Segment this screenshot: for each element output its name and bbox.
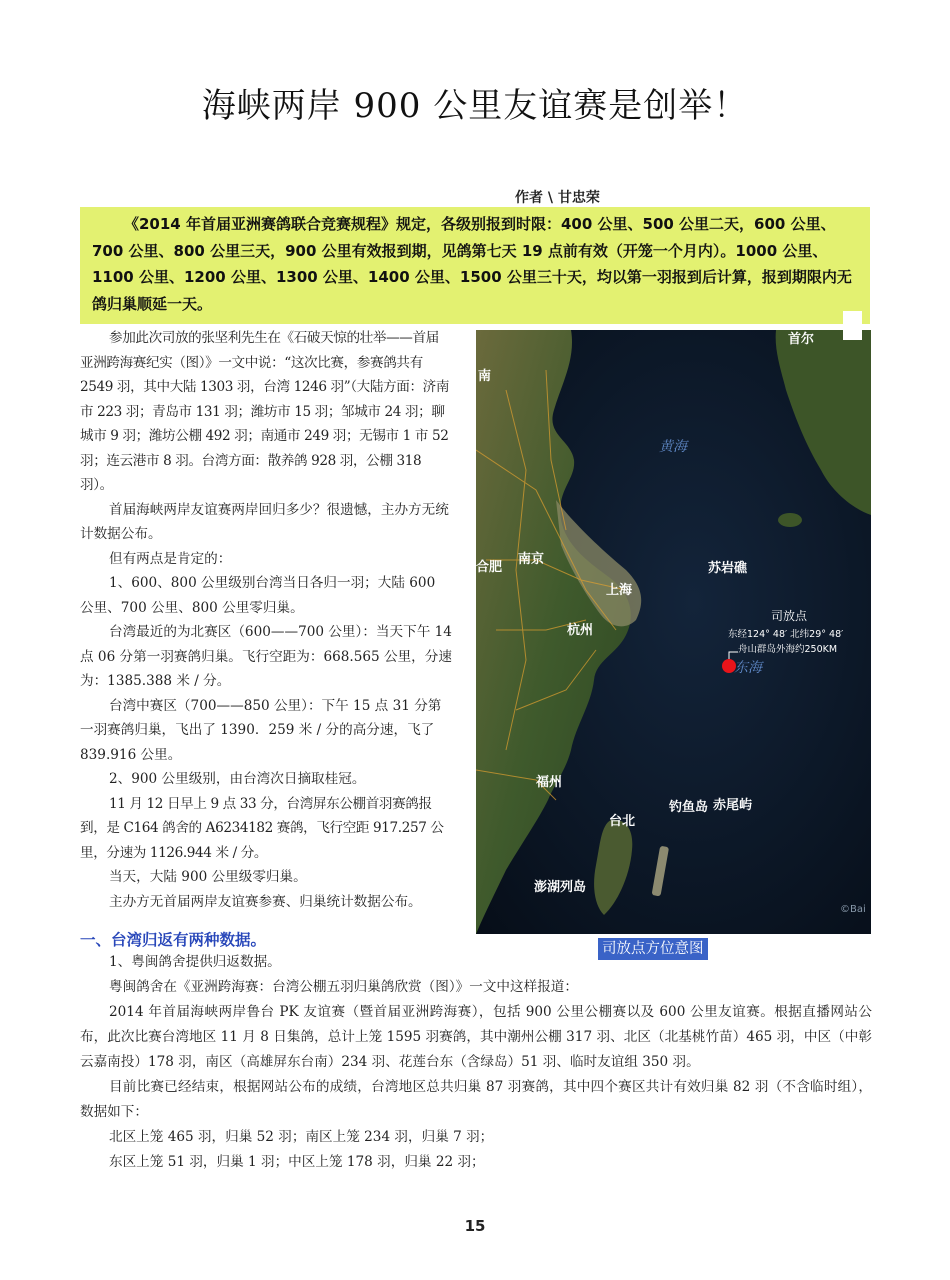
left-paragraph: 主办方无首届两岸友谊赛参赛、归巢统计数据公布。 [109, 893, 422, 910]
left-column [80, 326, 452, 914]
map-label-coords: 东经124° 48′ 北纬29° 48′ [728, 629, 844, 640]
map-label-hangzhou: 杭州 [567, 623, 594, 638]
map-graphic [476, 330, 871, 934]
satellite-map [476, 330, 871, 934]
left-paragraph: 首届海峡两岸友谊赛两岸回归多少？很遗憾，主办方无统计数据公布。 [80, 501, 449, 542]
left-paragraph: 但有两点是肯定的： [109, 550, 232, 567]
left-paragraph: 当天，大陆 900 公里级零归巢。 [109, 869, 307, 885]
body-paragraph: 东区上笼 51 羽，归巢 1 羽；中区上笼 178 羽，归巢 22 羽； [109, 1154, 485, 1170]
author-line: 作者 \ 甘忠荣 [515, 190, 600, 206]
map-label-yellow-sea: 黄海 [659, 439, 687, 455]
body-paragraph: 北区上笼 465 羽，归巢 52 羽；南区上笼 234 羽，归巢 7 羽； [109, 1129, 494, 1145]
page-number: 15 [464, 1217, 486, 1235]
left-paragraph: 11 月 12 日早上 9 点 33 分，台湾屏东公棚首羽赛鸽报到，是 C164 鸽舍的 A6234182 赛鸽，飞行空距 917.257 公里，分速为 1126.944 米 / 分。 [80, 795, 444, 861]
map-label-diaoyu: 钓鱼岛 [669, 800, 709, 815]
body-paragraph: 目前比赛已经结束，根据网站公布的成绩，台湾地区总共归巢 87 羽赛鸽，其中四个赛区共计有效归巢 82 羽（不含临时组），数据如下： [80, 1079, 872, 1120]
map-label-nanjing: 南京 [518, 552, 545, 567]
left-paragraph: 台湾最近的为北赛区（600——700 公里）：当天下午 14 点 06 分第一羽赛鸽归巢。飞行空距为：668.565 公里，分速为：1385.388 米 / 分。 [80, 624, 452, 689]
map-label-nan: 南 [478, 369, 492, 384]
map-label-seoul: 首尔 [788, 332, 815, 347]
left-paragraph: 2、900 公里级别，由台湾次日摘取桂冠。 [109, 771, 366, 787]
left-paragraph: 台湾中赛区（700——850 公里）：下午 15 点 31 分第一羽赛鸽归巢，飞出了 1390．259 米 / 分的高分速，飞了 839.916 公里。 [80, 697, 442, 763]
map-label-shanghai: 上海 [606, 583, 633, 598]
rules-text: 《2014 年首届亚洲赛鸽联合竞赛规程》规定，各级别报到时限：400 公里、500 公里二天，600 公里、700 公里、800 公里三天，900 公里有效报到期，见鸽第七天 19 点前有效（开笼一个月内）。1000 公里、1100 公里、1200 公里、1300 公里、1400 公里、1500 公里三十天，均以第一羽报到后计算，报到期限内无鸽归巢顺延一天。 [92, 215, 852, 313]
body-paragraph: 1、粤闽鸽舍提供归返数据。 [109, 954, 281, 970]
left-paragraph: 1、600、800 公里级别台湾当日各归一羽；大陆 600 公里、700 公里、800 公里零归巢。 [80, 575, 436, 616]
map-label-chiwei: 赤尾屿 [713, 798, 753, 813]
map-label-penghu: 澎湖列岛 [534, 880, 587, 895]
left-paragraph: 参加此次司放的张坚利先生在《石破天惊的壮举——首届亚洲跨海赛纪实（图）》一文中说：“这次比赛，参赛鸽共有 2549 羽，其中大陆 1303 羽，台湾 1246 羽”（大陆方面：济南市 223 羽；青岛市 131 羽；潍坊市 15 羽；邹城市 24 羽；聊城市 9 羽；潍坊公棚 492 羽；南通市 249 羽；无锡市 1 市 52 羽；连云港市 8 羽。台湾方面：散养鸽 928 羽，公棚 318 羽）。 [80, 330, 450, 493]
map-label-distance: 舟山群岛外海约250KM [738, 644, 838, 655]
map-label-fuzhou: 福州 [536, 775, 563, 790]
map-caption: 司放点方位意图 [598, 938, 708, 960]
map-label-east-sea: 东海 [734, 660, 762, 676]
body-paragraph: 粤闽鸽舍在《亚洲跨海赛：台湾公棚五羽归巢鸽欣赏（图）》一文中这样报道： [109, 979, 578, 995]
rules-highlight-box [80, 207, 870, 324]
section-heading: 一、台湾归返有两种数据。 [80, 931, 267, 949]
body-text [80, 950, 872, 1175]
article-title: 海峡两岸 900 公里友谊赛是创举！ [201, 86, 749, 126]
map-label-suyan: 苏岩礁 [708, 561, 748, 576]
map-label-taipei: 台北 [609, 814, 636, 829]
body-paragraph: 2014 年首届海峡两岸鲁台 PK 友谊赛（暨首届亚洲跨海赛），包括 900 公里公棚赛以及 600 公里友谊赛。根据直播网站公布，此次比赛台湾地区 11 月 8 日集鸽，总计上笼 1595 羽赛鸽，其中潮州公棚 317 羽、北区（北基桃竹苗）465 羽，中区（中彰云嘉南投）178 羽，南区（高雄屏东台南）234 羽、花莲台东（含绿岛）51 羽、临时友谊组 350 羽。 [80, 1004, 872, 1070]
page-edge-tab [843, 311, 862, 340]
map-watermark: ©Bai [840, 904, 866, 915]
map-label-hefei: 合肥 [476, 560, 503, 575]
map-label-release-point: 司放点 [771, 609, 808, 623]
